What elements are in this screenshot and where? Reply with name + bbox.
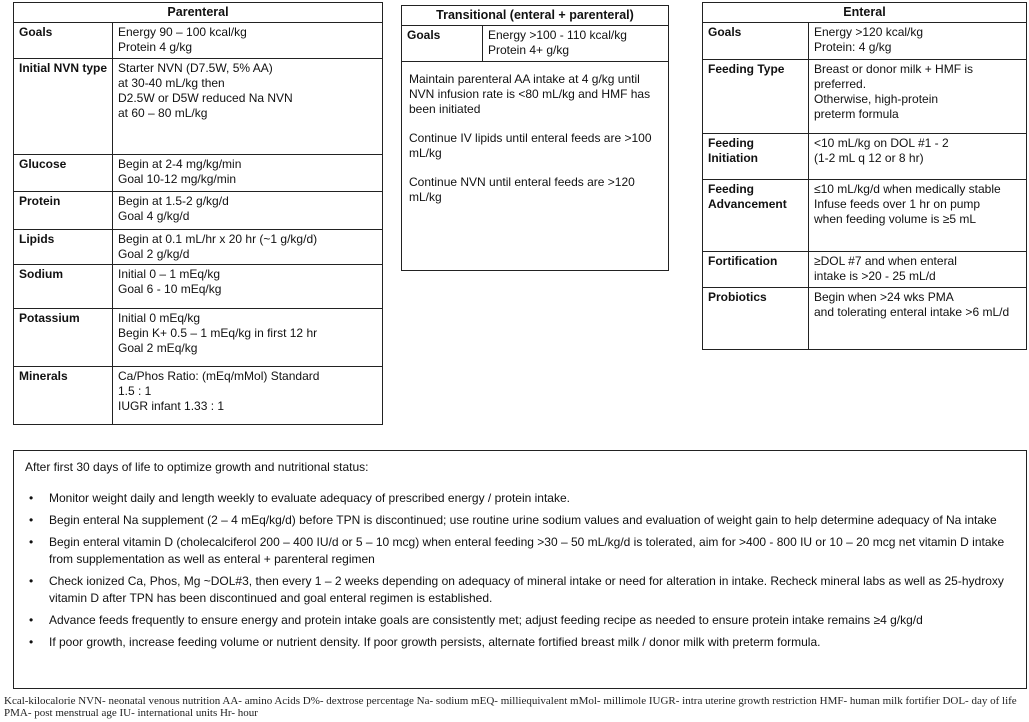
table-row: [402, 62, 669, 271]
value-line: Energy >120 kcal/kg: [814, 25, 924, 39]
enteral-title: Enteral: [703, 3, 1027, 23]
row-label: Goals: [703, 23, 809, 60]
list-item: [25, 634, 1016, 651]
row-value: [809, 252, 1027, 288]
value-line: Ca/Phos Ratio: (mEq/mMol) Standard: [118, 369, 320, 383]
value-line: Initial 0 mEq/kg: [118, 311, 201, 325]
value-line: at 60 – 80 mL/kg: [118, 106, 208, 120]
value-line: Protein 4+ g/kg: [488, 43, 570, 57]
enteral-table: [702, 2, 1027, 350]
row-value: [113, 230, 383, 265]
list-item: [25, 534, 1016, 568]
value-line: Goal 6 - 10 mEq/kg: [118, 282, 222, 296]
bullet-icon: •: [29, 491, 34, 505]
list-item-text: Begin enteral vitamin D (cholecalciferol 200 – 400 IU/d or 5 – 10 mcg) when enteral feeding >30 – 50 mL/kg/d is tolerated, aim for >400 - 800 IU or 10 – 20 mcg net vitamin D intake from supplementation as well as enteral + parenteral regimen: [49, 535, 1005, 566]
row-label: Glucose: [14, 155, 113, 192]
table-row: [14, 155, 383, 192]
transitional-title: Transitional (enteral + parenteral): [402, 6, 669, 26]
notes-list: [25, 490, 1016, 651]
parenteral-table: [13, 2, 383, 425]
value-line: ≤10 mL/kg/d when medically stable: [814, 182, 1001, 196]
table-row: [703, 134, 1027, 180]
row-value: [809, 60, 1027, 134]
row-value: [113, 23, 383, 59]
table-row: [14, 230, 383, 265]
table-row: [703, 252, 1027, 288]
value-line: Goal 4 g/kg/d: [118, 209, 190, 223]
table-row: [14, 367, 383, 425]
value-line: Otherwise, high-protein: [814, 92, 939, 106]
table-row: [703, 60, 1027, 134]
value-line: Energy 90 – 100 kcal/kg: [118, 25, 247, 39]
value-line: at 30-40 mL/kg then: [118, 76, 225, 90]
row-label: Feeding Advancement: [703, 180, 809, 252]
value-line: 1.5 : 1: [118, 384, 152, 398]
row-value: [809, 180, 1027, 252]
transitional-paragraph: Continue IV lipids until enteral feeds are >100 mL/kg: [409, 131, 652, 160]
value-line: Goal 2 mEq/kg: [118, 341, 198, 355]
row-value: [113, 367, 383, 425]
table-row: [14, 265, 383, 309]
value-line: Begin at 2-4 mg/kg/min: [118, 157, 242, 171]
value-line: (1-2 mL q 12 or 8 hr): [814, 151, 924, 165]
row-label: Protein: [14, 192, 113, 230]
value-line: D2.5W or D5W reduced Na NVN: [118, 91, 293, 105]
value-line: IUGR infant 1.33 : 1: [118, 399, 225, 413]
row-label: Feeding Initiation: [703, 134, 809, 180]
growth-notes-box: [13, 450, 1027, 689]
row-label: Goals: [14, 23, 113, 59]
notes-intro: After first 30 days of life to optimize growth and nutritional status:: [25, 460, 369, 474]
list-item: [25, 512, 1016, 529]
value-line: preterm formula: [814, 107, 899, 121]
list-item-text: Begin enteral Na supplement (2 – 4 mEq/kg/d) before TPN is discontinued; use routine urine sodium values and evaluation of weight gain to help determine adequacy of Na intake: [49, 513, 997, 527]
parenteral-title: Parenteral: [14, 3, 383, 23]
row-value: [113, 265, 383, 309]
table-row: [14, 59, 383, 155]
row-label: Probiotics: [703, 288, 809, 350]
list-item-text: Monitor weight daily and length weekly to evaluate adequacy of prescribed energy / protein intake.: [49, 491, 570, 505]
row-value: [483, 26, 669, 62]
row-label: Feeding Type: [703, 60, 809, 134]
list-item: [25, 490, 1016, 507]
value-line: Protein: 4 g/kg: [814, 40, 892, 54]
row-value: [809, 134, 1027, 180]
value-line: intake is >20 - 25 mL/d: [814, 269, 936, 283]
value-line: Goal 10-12 mg/kg/min: [118, 172, 237, 186]
bullet-icon: •: [29, 574, 34, 588]
value-line: Begin at 1.5-2 g/kg/d: [118, 194, 229, 208]
value-line: Initial 0 – 1 mEq/kg: [118, 267, 221, 281]
abbreviations-footnote: Kcal-kilocalorie NVN- neonatal venous nutrition AA- amino Acids D%- dextrose percentage Na- sodium mEQ- milliequivalent mMol- millimole IUGR- intra uterine growth restriction HMF- human milk fortifier DOL- day of life PMA- post menstrual age IU- international units Hr- hour: [4, 695, 1017, 719]
value-line: Begin at 0.1 mL/hr x 20 hr (~1 g/kg/d): [118, 232, 318, 246]
row-value: [809, 23, 1027, 60]
bullet-icon: •: [29, 613, 34, 627]
list-item: [25, 612, 1016, 629]
transitional-paragraph: Continue NVN until enteral feeds are >120 mL/kg: [409, 175, 635, 204]
value-line: <10 mL/kg on DOL #1 - 2: [814, 136, 949, 150]
value-line: Energy >100 - 110 kcal/kg: [488, 28, 627, 42]
list-item-text: If poor growth, increase feeding volume or nutrient density. If poor growth persists, alternate fortified breast milk / donor milk with preterm formula.: [49, 635, 821, 649]
row-label: Fortification: [703, 252, 809, 288]
value-line: Infuse feeds over 1 hr on pump: [814, 197, 981, 211]
table-row: [14, 309, 383, 367]
table-row: [14, 192, 383, 230]
row-value: [113, 192, 383, 230]
value-line: Begin K+ 0.5 – 1 mEq/kg in first 12 hr: [118, 326, 318, 340]
list-item-text: Advance feeds frequently to ensure energy and protein intake goals are consistently met; adjust feeding recipe as needed to ensure protein intake remains ≥4 g/kg/d: [49, 613, 923, 627]
row-value: [113, 309, 383, 367]
row-label: Potassium: [14, 309, 113, 367]
value-line: Breast or donor milk + HMF is preferred.: [814, 62, 974, 91]
list-item-text: Check ionized Ca, Phos, Mg ~DOL#3, then every 1 – 2 weeks depending on adequacy of mineral intake or need for alteration in intake. Recheck mineral labs as well as 25-hydroxy vitamin D after TPN has been discontinued and goal enteral regimen is established.: [49, 574, 1004, 605]
table-row: [703, 288, 1027, 350]
table-row: [703, 180, 1027, 252]
value-line: Protein 4 g/kg: [118, 40, 193, 54]
list-item: [25, 573, 1016, 607]
row-label: Lipids: [14, 230, 113, 265]
transitional-notes: [402, 62, 669, 271]
row-label: Goals: [402, 26, 483, 62]
value-line: and tolerating enteral intake >6 mL/d: [814, 305, 1010, 319]
row-label: Sodium: [14, 265, 113, 309]
row-value: [113, 155, 383, 192]
value-line: Starter NVN (D7.5W, 5% AA): [118, 61, 273, 75]
bullet-icon: •: [29, 513, 34, 527]
value-line: when feeding volume is ≥5 mL: [814, 212, 977, 226]
transitional-paragraph: Maintain parenteral AA intake at 4 g/kg until NVN infusion rate is <80 mL/kg and HMF has been initiated: [409, 72, 651, 116]
table-row: [703, 23, 1027, 60]
row-value: [113, 59, 383, 155]
value-line: Goal 2 g/kg/d: [118, 247, 190, 261]
table-row: [14, 23, 383, 59]
row-label: Initial NVN type: [14, 59, 113, 155]
bullet-icon: •: [29, 535, 34, 549]
transitional-table: [401, 5, 669, 271]
row-value: [809, 288, 1027, 350]
row-label: Minerals: [14, 367, 113, 425]
value-line: Begin when >24 wks PMA: [814, 290, 954, 304]
value-line: ≥DOL #7 and when enteral: [814, 254, 957, 268]
bullet-icon: •: [29, 635, 34, 649]
table-row: [402, 26, 669, 62]
